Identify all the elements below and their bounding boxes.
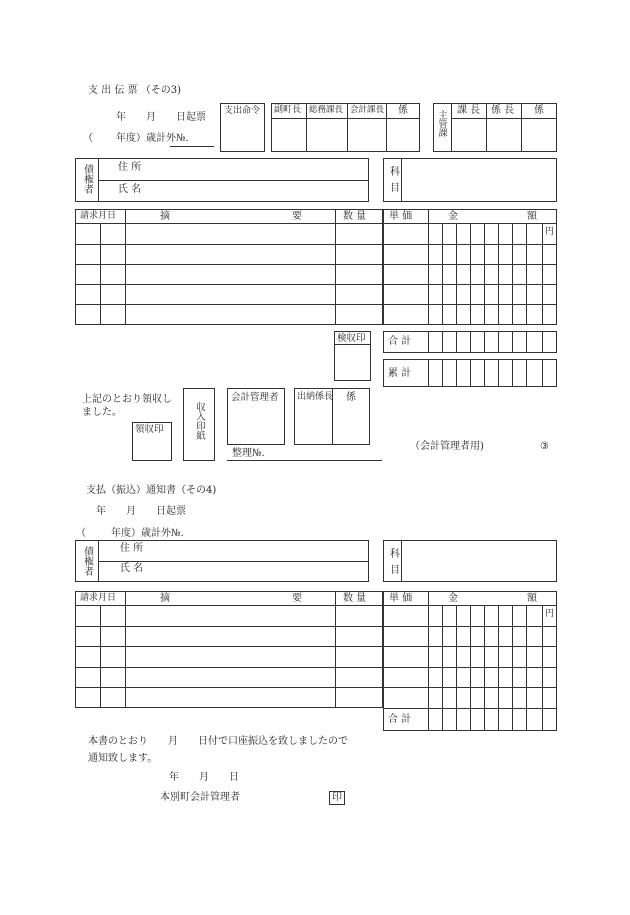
address-label: 住 所 (118, 162, 142, 173)
approval-label-kakaricho: 係 長 (491, 105, 515, 116)
creditor-divider (98, 561, 369, 562)
table-col-sep (428, 591, 429, 731)
voucher-fiscal-prefix: （ (83, 133, 93, 144)
cumulative-sep (428, 359, 429, 387)
notice-subject-label: 科目 (387, 548, 399, 580)
table-row-line (75, 244, 383, 245)
notice-subject-box (383, 540, 557, 582)
receipt-text-1: 上記のとおり領収し (82, 394, 172, 405)
approval-sep (347, 103, 348, 152)
digit-sep (442, 605, 443, 731)
notice-body-line2: 通知致します。 (88, 753, 158, 764)
approval-label-kakari: 係 (398, 105, 408, 116)
table-header-line (75, 605, 383, 606)
creditor-label: 債権者 (81, 164, 93, 194)
receipt-seal-label: 領収印 (135, 424, 164, 435)
digit-sep (512, 605, 513, 731)
approval-label-kakari2: 係 (534, 105, 544, 116)
approval-divider (451, 118, 557, 119)
digit-sep (442, 359, 443, 387)
header-unit-price: 単 価 (389, 211, 413, 222)
digit-sep (484, 223, 485, 325)
approval-divider (271, 118, 420, 119)
notice-header-quantity: 数 量 (343, 593, 367, 604)
approval-sep (386, 103, 387, 152)
subject-sep (401, 540, 402, 582)
digit-sep (542, 605, 543, 731)
header-summary-1: 摘 (160, 211, 170, 222)
digit-sep (456, 223, 457, 325)
table-col-sep (428, 209, 429, 325)
table-col-sep (100, 223, 101, 325)
digit-sep (542, 359, 543, 387)
digit-sep (498, 359, 499, 387)
approval-sep (521, 103, 522, 152)
clerk-label: 係 (346, 392, 356, 403)
notice-creditor-label: 債権者 (81, 546, 93, 576)
digit-sep (484, 331, 485, 353)
table-row-line (75, 626, 383, 627)
approval-sep (486, 103, 487, 152)
notice-name-label: 氏 名 (120, 563, 144, 574)
digit-sep (498, 223, 499, 325)
voucher-fiscal-line: 年度）歳計外№. (116, 133, 189, 144)
subject-box (383, 158, 557, 202)
header-amount-1: 金 (448, 211, 458, 222)
disbursement-chief-label: 出納係長 (297, 392, 334, 402)
subject-label: 科目 (387, 166, 399, 198)
approval-label-fukuchocho: 副町長 (274, 105, 302, 115)
notice-yen-unit: 円 (545, 609, 555, 619)
copy-number: ③ (540, 441, 549, 452)
table-col-sep (335, 591, 336, 708)
table-row-line (75, 264, 383, 265)
digit-sep (470, 605, 471, 731)
digit-sep (526, 223, 527, 325)
notice-header-summary-2: 要 (292, 593, 302, 604)
name-label: 氏 名 (118, 184, 142, 195)
total-label: 合 計 (388, 336, 412, 347)
for-manager-label: （会計管理者用) (410, 441, 484, 452)
digit-sep (526, 359, 527, 387)
fiscal-underline (170, 146, 214, 147)
notice-header-summary-1: 摘 (160, 593, 170, 604)
header-amount-2: 額 (527, 211, 537, 222)
table-row-line (75, 646, 383, 647)
notice-footer-date: 年 月 日 (169, 772, 239, 783)
seal-divider (334, 344, 371, 345)
digit-sep (456, 605, 457, 731)
notice-address-label: 住 所 (120, 543, 144, 554)
notice-header-amount-2: 額 (527, 593, 537, 604)
digit-sep (456, 331, 457, 353)
voucher-title: 支 出 伝 票 （その3) (88, 85, 181, 96)
table-row-line (75, 304, 383, 305)
notice-signer: 本別町会計管理者 (160, 792, 240, 803)
notice-total-label: 合 計 (388, 714, 412, 725)
digit-sep (526, 605, 527, 731)
approval-sep (451, 103, 452, 152)
notice-seal: 印 (329, 791, 345, 805)
digit-sep (498, 605, 499, 731)
creditor-divider (98, 180, 369, 181)
notice-date-line: 年 月 日起票 (96, 506, 186, 517)
accounting-manager-label: 会計管理者 (231, 392, 279, 403)
notice-header-unit-price: 単 価 (389, 593, 413, 604)
digit-sep (442, 331, 443, 353)
notice-header-amount-1: 金 (448, 593, 458, 604)
items-table (75, 209, 383, 325)
digit-sep (470, 223, 471, 325)
approval-label-somu: 総務課長 (309, 105, 344, 115)
receipt-text-2: ました。 (82, 407, 122, 418)
notice-header-claim-date: 請求月日 (80, 593, 117, 603)
table-row-line (75, 284, 383, 285)
digit-sep (542, 223, 543, 325)
total-sep (428, 331, 429, 353)
header-quantity: 数 量 (343, 211, 367, 222)
seiri-no-label: 整理№. (232, 448, 265, 459)
digit-sep (470, 359, 471, 387)
digit-sep (484, 605, 485, 731)
digit-sep (512, 223, 513, 325)
digit-sep (456, 359, 457, 387)
cumulative-label: 累 計 (388, 368, 412, 379)
approval-label-kaikei: 会計課長 (350, 105, 385, 115)
approval-label: 支出命令 (224, 106, 261, 116)
digit-sep (512, 359, 513, 387)
approval-label-shukanka: 主管課 (436, 110, 447, 137)
table-header-line (75, 223, 383, 224)
table-col-sep (335, 209, 336, 325)
header-summary-2: 要 (292, 211, 302, 222)
digit-sep (512, 331, 513, 353)
digit-sep (526, 331, 527, 353)
digit-sep (542, 331, 543, 353)
table-row-line (75, 667, 383, 668)
revenue-stamp-label: 収入印紙 (193, 402, 205, 440)
yen-unit: 円 (545, 227, 555, 237)
seiri-underline (227, 460, 382, 461)
table-col-sep (125, 209, 126, 325)
notice-items-table (75, 591, 383, 708)
notice-title: 支払（振込）通知書（その4) (86, 485, 217, 496)
digit-sep (470, 331, 471, 353)
notice-body-line1: 本書のとおり 月 日付で口座振込を致しましたので (88, 736, 348, 747)
approval-label-kacho: 課 長 (457, 105, 481, 116)
notice-fiscal-line: 年度）歳計外№. (111, 528, 184, 539)
header-claim-date: 請求月日 (80, 211, 117, 221)
digit-sep (442, 223, 443, 325)
table-col-sep (100, 605, 101, 708)
digit-sep (498, 331, 499, 353)
voucher-date-line: 年 月 日起票 (116, 112, 206, 123)
approval-box-shishutsu-meirei[interactable] (220, 103, 265, 152)
subject-sep (401, 158, 402, 202)
digit-sep (484, 359, 485, 387)
table-col-sep (125, 591, 126, 708)
notice-fiscal-prefix: （ (76, 528, 86, 539)
table-row-line (75, 687, 383, 688)
inspection-seal-label: 検収印 (337, 333, 366, 344)
approval-sep (306, 103, 307, 152)
